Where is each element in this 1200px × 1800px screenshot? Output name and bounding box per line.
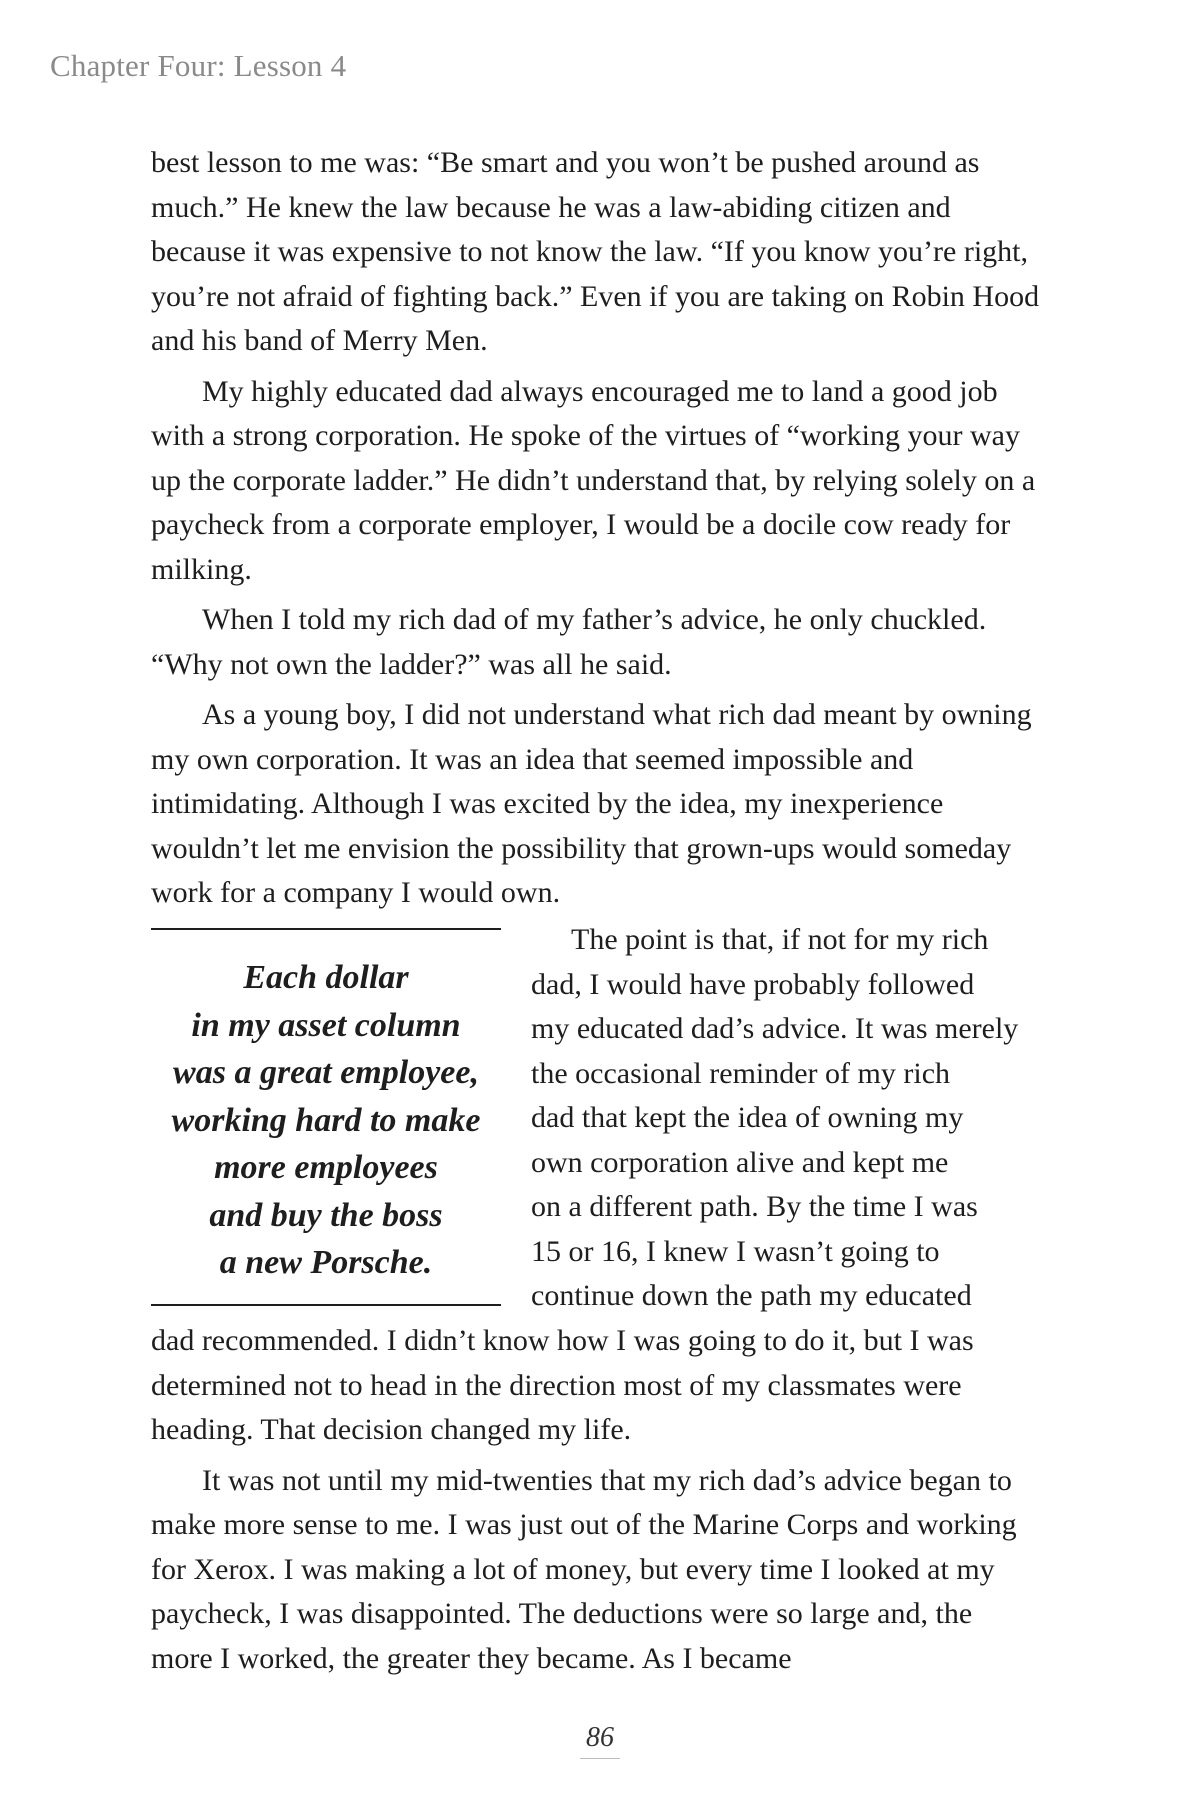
wrapped-line: The point is that, if not for my rich (571, 923, 989, 956)
running-head: Chapter Four: Lesson 4 (50, 48, 347, 83)
wrapped-line: on a different path. By the time I was (531, 1190, 978, 1223)
wrapped-line: dad that kept the idea of owning my (531, 1101, 964, 1134)
body-text-top (151, 141, 1041, 922)
pull-quote-text (151, 954, 501, 1287)
paragraph: dad recommended. I didn’t know how I was going to do it, but I was determined not to head in the direction most of my classmates were heading. That decision changed my life. (151, 1324, 974, 1446)
page-number: 86 (580, 1722, 620, 1759)
wrapped-line: 15 or 16, I knew I wasn’t going to (531, 1234, 940, 1268)
pull-quote-line: a new Porsche. (219, 1244, 433, 1281)
paragraph: best lesson to me was: “Be smart and you won’t be pushed around as much.” He knew the law because he was a law-abiding citizen and because it was expensive to not know the law. “If you know you’re right, you’re not afraid of fighting back.” Even if you are taking on Robin Hood and his band of Merry Men. (151, 146, 1040, 357)
pull-quote-bottom-rule (151, 1304, 501, 1306)
wrapped-line: my educated dad’s advice. It was merely (531, 1012, 1019, 1045)
pull-quote-line: and buy the boss (209, 1196, 443, 1234)
paragraph: As a young boy, I did not understand what rich dad meant by owning my own corporation. It was an idea that seemed impossible and intimidating. Although I was excited by the idea, my inexperience wouldn’t let me envision the possibility that grown-ups would someday work for a company I would own. (151, 698, 1032, 909)
pull-quote-line: Each dollar (243, 959, 409, 996)
pull-quote-line: working hard to make (171, 1101, 481, 1139)
paragraph: My highly educated dad always encouraged me to land a good job with a strong corporation. He spoke of the virtues of “working your way up the corporate ladder.” He didn’t understand that, by relying solely on a paycheck from a corporate employer, I would be a docile cow ready for milking. (151, 374, 1036, 586)
paragraph: When I told my rich dad of my father’s advice, he only chuckled. “Why not own the ladder?” was all he said. (151, 603, 987, 681)
pull-quote-line: in my asset column (191, 1006, 461, 1044)
wrapped-line: dad, I would have probably followed (531, 967, 975, 1001)
pull-quote-top-rule (151, 928, 501, 930)
page-number-footer (0, 1722, 1200, 1759)
paragraph: It was not until my mid-twenties that my rich dad’s advice began to make more sense to me. I was just out of the Marine Corps and working for Xerox. I was making a lot of money, but every time I looked at my paycheck, I was disappointed. The deductions were so large and, the more I worked, the greater they became. As I became (151, 1463, 1017, 1675)
pull-quote (151, 928, 501, 1306)
wrapped-line: continue down the path my educated (531, 1279, 972, 1312)
wrapped-text-column (531, 918, 1051, 1319)
pull-quote-line: was a great employee, (173, 1054, 479, 1091)
body-text-bottom (151, 1319, 1041, 1687)
wrapped-line: the occasional reminder of my rich (531, 1056, 951, 1090)
wrapped-line: own corporation alive and kept me (531, 1145, 949, 1179)
pull-quote-line: more employees (214, 1149, 438, 1186)
